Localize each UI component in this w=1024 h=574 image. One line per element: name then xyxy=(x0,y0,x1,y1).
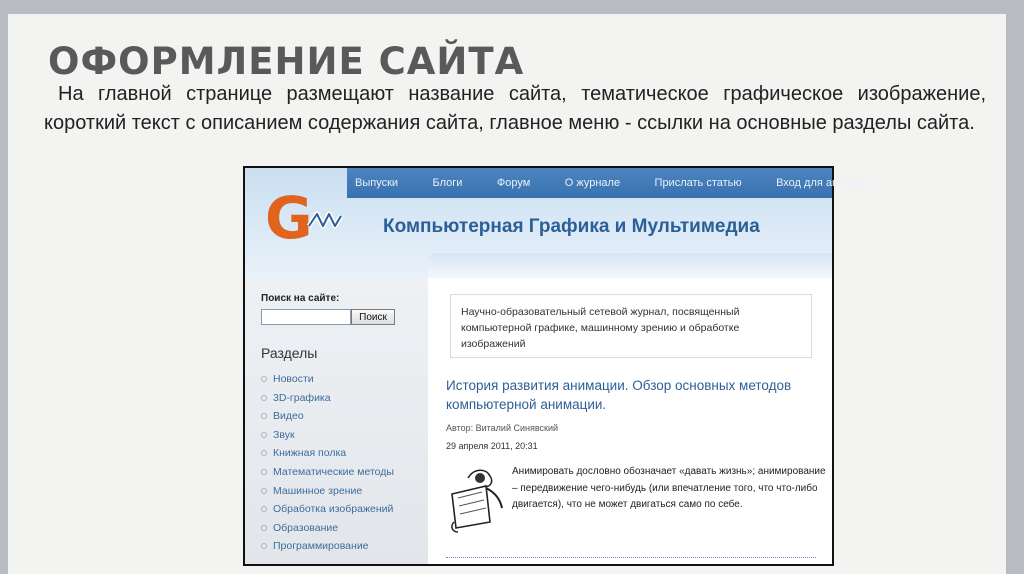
main-content xyxy=(428,278,832,564)
nav-item-blogs[interactable]: Блоги xyxy=(432,177,463,189)
article-title-link[interactable]: История развития анимации. Обзор основных методов компьютерной анимации. xyxy=(446,378,792,412)
sidebar-item-image-processing[interactable]: Обработка изображений xyxy=(261,500,394,519)
article-date: 29 апреля 2011, 20:31 xyxy=(446,441,538,451)
slide-text: На главной странице размещают название сайта, тематическое графическое изображение, короткий текст с описанием содержания сайта, главное меню - ссылки на основные разделы сайта. xyxy=(44,83,986,134)
sidebar-item-video[interactable]: Видео xyxy=(261,407,394,426)
bullet-icon xyxy=(261,376,267,382)
sidebar-item-bookshelf[interactable]: Книжная полка xyxy=(261,444,394,463)
footer-divider xyxy=(446,557,816,562)
svg-text:G: G xyxy=(265,184,313,252)
sidebar-item-news[interactable]: Новости xyxy=(261,370,394,389)
nav-item-issues[interactable]: Выпуски xyxy=(355,177,399,189)
bullet-icon xyxy=(261,506,267,512)
slide xyxy=(8,14,1006,574)
sidebar-item-programming[interactable]: Программирование xyxy=(261,537,394,556)
description-box xyxy=(450,294,812,358)
bullet-icon xyxy=(261,450,267,456)
nav-item-forum[interactable]: Форум xyxy=(496,177,531,189)
site-description: Научно-образовательный сетевой журнал, посвященный компьютерной графике, машинному зрению и обработке изображений xyxy=(461,306,740,350)
nav-item-author-login[interactable]: Вход для авторов xyxy=(776,177,867,189)
site-header xyxy=(245,168,867,278)
sections-heading: Разделы xyxy=(261,345,318,361)
content-header-bar xyxy=(428,253,832,278)
nav-item-about[interactable]: О журнале xyxy=(564,177,621,189)
bullet-icon xyxy=(261,395,267,401)
nav-item-submit-article[interactable]: Прислать статью xyxy=(654,177,742,189)
gm-logo-icon xyxy=(263,184,353,252)
bullet-icon xyxy=(261,488,267,494)
article-excerpt: Анимировать дословно обозначает «давать жизнь»; анимирование – передвижение чего-нибудь (или впечатление того, что что-либо двигается), что не может двигаться само по себе. xyxy=(512,466,826,510)
search-label: Поиск на сайте: xyxy=(261,293,340,304)
article-author: Автор: Виталий Синявский xyxy=(446,423,559,433)
top-nav xyxy=(347,168,867,198)
bullet-icon xyxy=(261,543,267,549)
sections-list xyxy=(261,370,394,556)
sidebar-item-3d-graphics[interactable]: 3D-графика xyxy=(261,389,394,408)
website-screenshot xyxy=(243,166,867,566)
sidebar-item-sound[interactable]: Звук xyxy=(261,426,394,445)
sidebar xyxy=(245,278,428,564)
sidebar-item-machine-vision[interactable]: Машинное зрение xyxy=(261,482,394,501)
slide-title: ОФОРМЛЕНИЕ САЙТА xyxy=(48,40,525,83)
site-title[interactable]: Компьютерная Графика и Мультимедиа xyxy=(383,216,760,237)
bullet-icon xyxy=(261,432,267,438)
sidebar-item-education[interactable]: Образование xyxy=(261,519,394,538)
bullet-icon xyxy=(261,525,267,531)
sidebar-item-math-methods[interactable]: Математические методы xyxy=(261,463,394,482)
bullet-icon xyxy=(261,413,267,419)
bullet-icon xyxy=(261,469,267,475)
animation-sketch-icon xyxy=(446,464,506,534)
search-button[interactable]: Поиск xyxy=(351,309,395,325)
search-input[interactable] xyxy=(261,309,351,325)
